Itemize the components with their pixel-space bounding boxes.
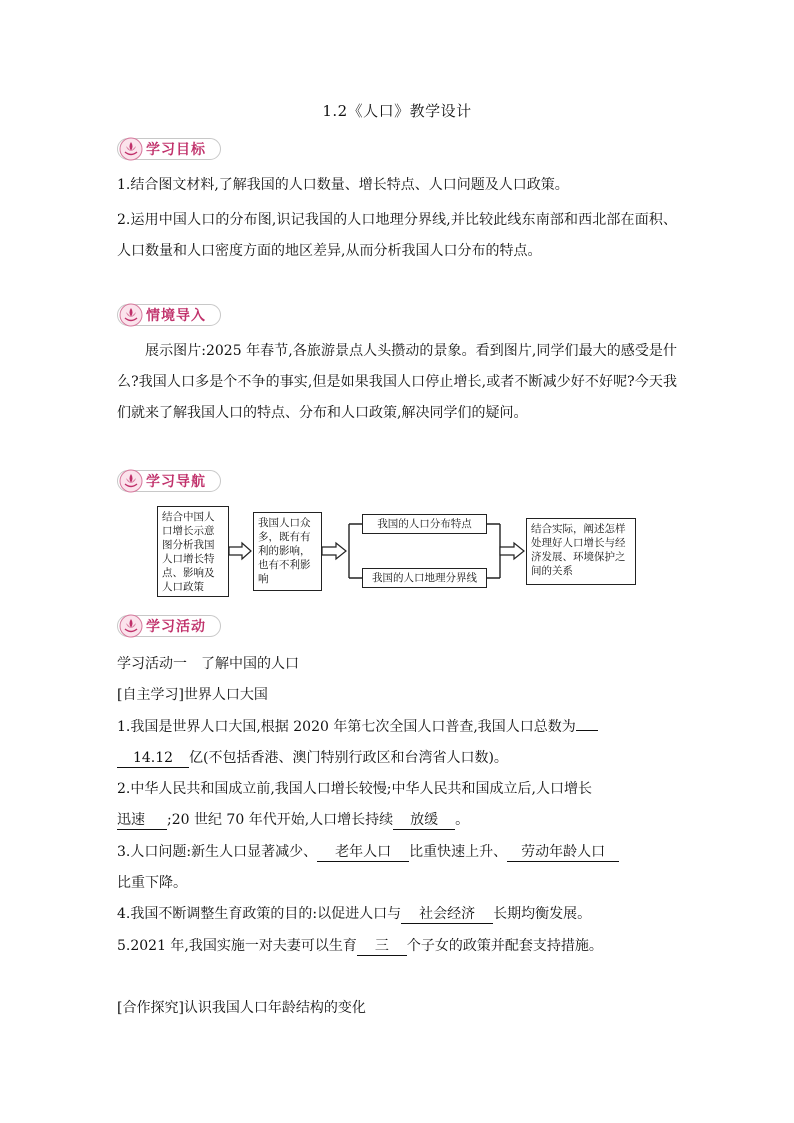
flow-arrow-3	[500, 543, 524, 559]
lotus-icon	[119, 614, 143, 638]
question-3-line-2: 比重下降。	[117, 875, 187, 891]
flow-box-2: 我国人口众多，既有有利的影响，也有不利影响	[253, 512, 322, 591]
answer-2b: 放缓	[393, 812, 455, 830]
answer-1: 14.12	[117, 750, 189, 768]
question-4-text: 4.我国不断调整生育政策的目的:以促进人口与	[117, 906, 402, 922]
flow-arrow-2	[322, 543, 346, 559]
answer-3b: 劳动年龄人口	[507, 844, 619, 862]
goal-1: 1.结合图文材料,了解我国的人口数量、增长特点、人口问题及人口政策。	[117, 177, 569, 193]
question-3-line-1	[117, 841, 619, 862]
question-5-text: 5.2021 年,我国实施一对夫妻可以生育	[117, 938, 357, 954]
flow-box-4: 我国的人口地理分界线	[362, 568, 487, 588]
flow-box-3: 我国的人口分布特点	[362, 514, 487, 534]
section-title-goals: 学习目标	[146, 142, 206, 158]
question-1-line-1	[117, 716, 598, 736]
question-1-line-2	[117, 747, 508, 768]
question-3-text: 3.人口问题:新生人口显著减少、	[117, 844, 318, 860]
activity-heading: 学习活动一 了解中国的人口	[117, 656, 299, 672]
question-4-text-end: 长期均衡发展。	[493, 906, 592, 922]
flow-arrow-1	[229, 543, 251, 559]
answer-4: 社会经济	[401, 906, 493, 924]
question-2-line-2: 迅速 ;20 世纪 70 年代开始,人口增长持续 放缓 。	[117, 812, 470, 828]
section-badge-activity	[117, 615, 221, 637]
answer-3a: 老年人口	[317, 844, 409, 862]
section-title-activity: 学习活动	[146, 619, 206, 635]
question-1-text-end: 亿(不包括香港、澳门特别行政区和台湾省人口数)。	[189, 750, 508, 766]
intro-paragraph: 展示图片:2025 年春节,各旅游景点人头攒动的景象。看到图片,同学们最大的感受是什么?我国人口多是个不争的事实,但是如果我国人口停止增长,或者不断减少好不好呢?今天我们就来了解我国人口的特点、分布和人口政策,解决同学们的疑问。	[117, 343, 677, 421]
answer-5: 三	[357, 938, 407, 956]
question-2-text: ;20 世纪 70 年代开始,人口增长持续	[167, 812, 394, 828]
cooperative-inquiry-heading: [合作探究]认识我国人口年龄结构的变化	[117, 1000, 366, 1016]
answer-2a: 迅速	[117, 812, 167, 830]
section-title-nav: 学习导航	[146, 474, 206, 490]
self-study-heading: [自主学习]世界人口大国	[117, 687, 268, 703]
flow-box-1: 结合中国人口增长示意图分析我国人口增长特点、影响及人口政策	[157, 506, 229, 597]
goal-2: 2.运用中国人口的分布图,识记我国的人口地理分界线,并比较此线东南部和西北部在面积、人口数量和人口密度方面的地区差异,从而分析我国人口分布的特点。	[117, 212, 677, 259]
question-3-text-mid: 比重快速上升、	[409, 844, 508, 860]
section-title-intro: 情境导入	[146, 308, 206, 324]
flow-box-5: 结合实际，阐述怎样处理好人口增长与经济发展、环境保护之间的关系	[526, 518, 636, 585]
question-5-text-end: 个子女的政策并配套支持措施。	[406, 938, 603, 954]
question-4	[117, 903, 591, 924]
question-5	[117, 935, 603, 956]
question-2-line-1: 2.中华人民共和国成立前,我国人口增长较慢;中华人民共和国成立后,人口增长	[117, 781, 592, 797]
page-title: 1.2《人口》教学设计	[322, 102, 472, 120]
question-1-text: 1.我国是世界人口大国,根据 2020 年第七次全国人口普查,我国人口总数为	[117, 719, 576, 735]
